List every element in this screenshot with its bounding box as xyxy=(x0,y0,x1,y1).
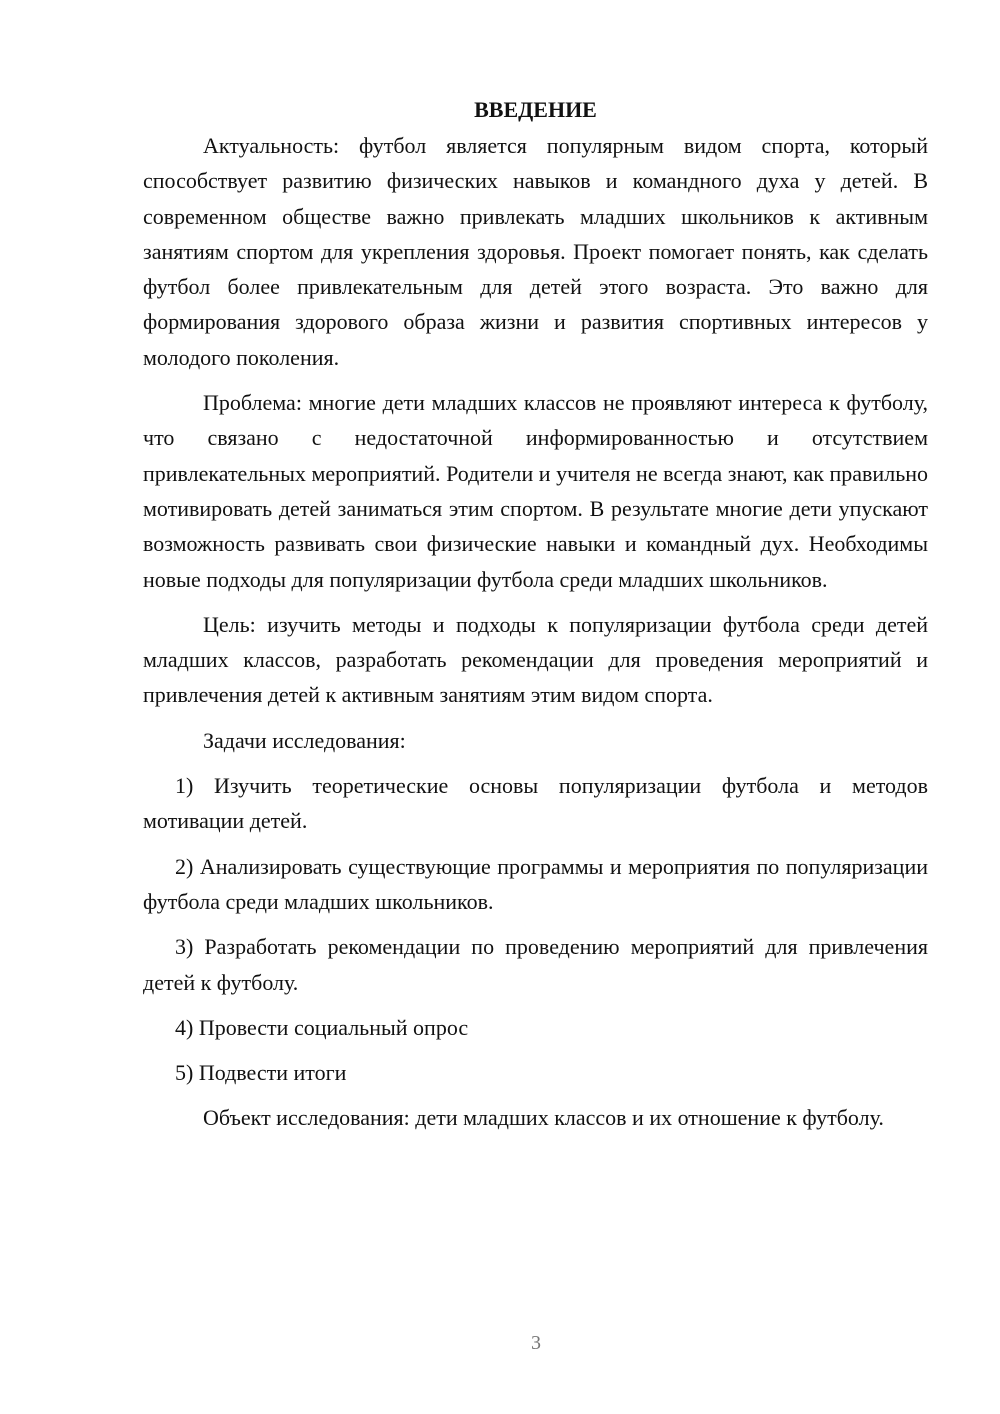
task-item-3: 3) Разработать рекомендации по проведению мероприятий для привлечения детей к футболу. xyxy=(143,934,928,995)
goal-paragraph: Цель: изучить методы и подходы к популяризации футбола среди детей младших классов, разработать рекомендации для проведения мероприятий и привлечения детей к активным занятиям этим видом спорта. xyxy=(143,611,928,708)
task-item-2: 2) Анализировать существующие программы и мероприятия по популяризации футбола среди младших школьников. xyxy=(143,853,928,914)
relevance-paragraph: Актуальность: футбол является популярным видом спорта, который способствует развитию физических навыков и командного духа у детей. В современном обществе важно привлекать младших школьников к активным занятиям спортом для укрепления здоровья. Проект помогает понять, как сделать футбол более привлекательным для детей этого возраста. Это важно для формирования здорового образа жизни и развития спортивных интересов у молодого поколения. xyxy=(143,133,928,370)
task-item-1: 1) Изучить теоретические основы популяризации футбола и методов мотивации детей. xyxy=(143,773,928,834)
object-paragraph: Объект исследования: дети младших классов и их отношение к футболу. xyxy=(203,1105,884,1131)
page-number: 3 xyxy=(531,1332,541,1354)
tasks-heading: Задачи исследования: xyxy=(203,727,406,753)
task-item-4: 4) Провести социальный опрос xyxy=(175,1014,469,1040)
problem-paragraph: Проблема: многие дети младших классов не проявляют интереса к футболу, что связано с недостаточной информированностью и отсутствием привлекательных мероприятий. Родители и учителя не всегда знают, как правильно мотивировать детей заниматься этим спортом. В результате многие дети упускают возможность развивать свои физические навыки и командный дух. Необходимы новые подходы для популяризации футбола среди младших школьников. xyxy=(143,390,928,592)
task-item-5: 5) Подвести итоги xyxy=(175,1060,347,1086)
document-page xyxy=(143,94,928,1146)
section-title: ВВЕДЕНИЕ xyxy=(474,97,597,122)
